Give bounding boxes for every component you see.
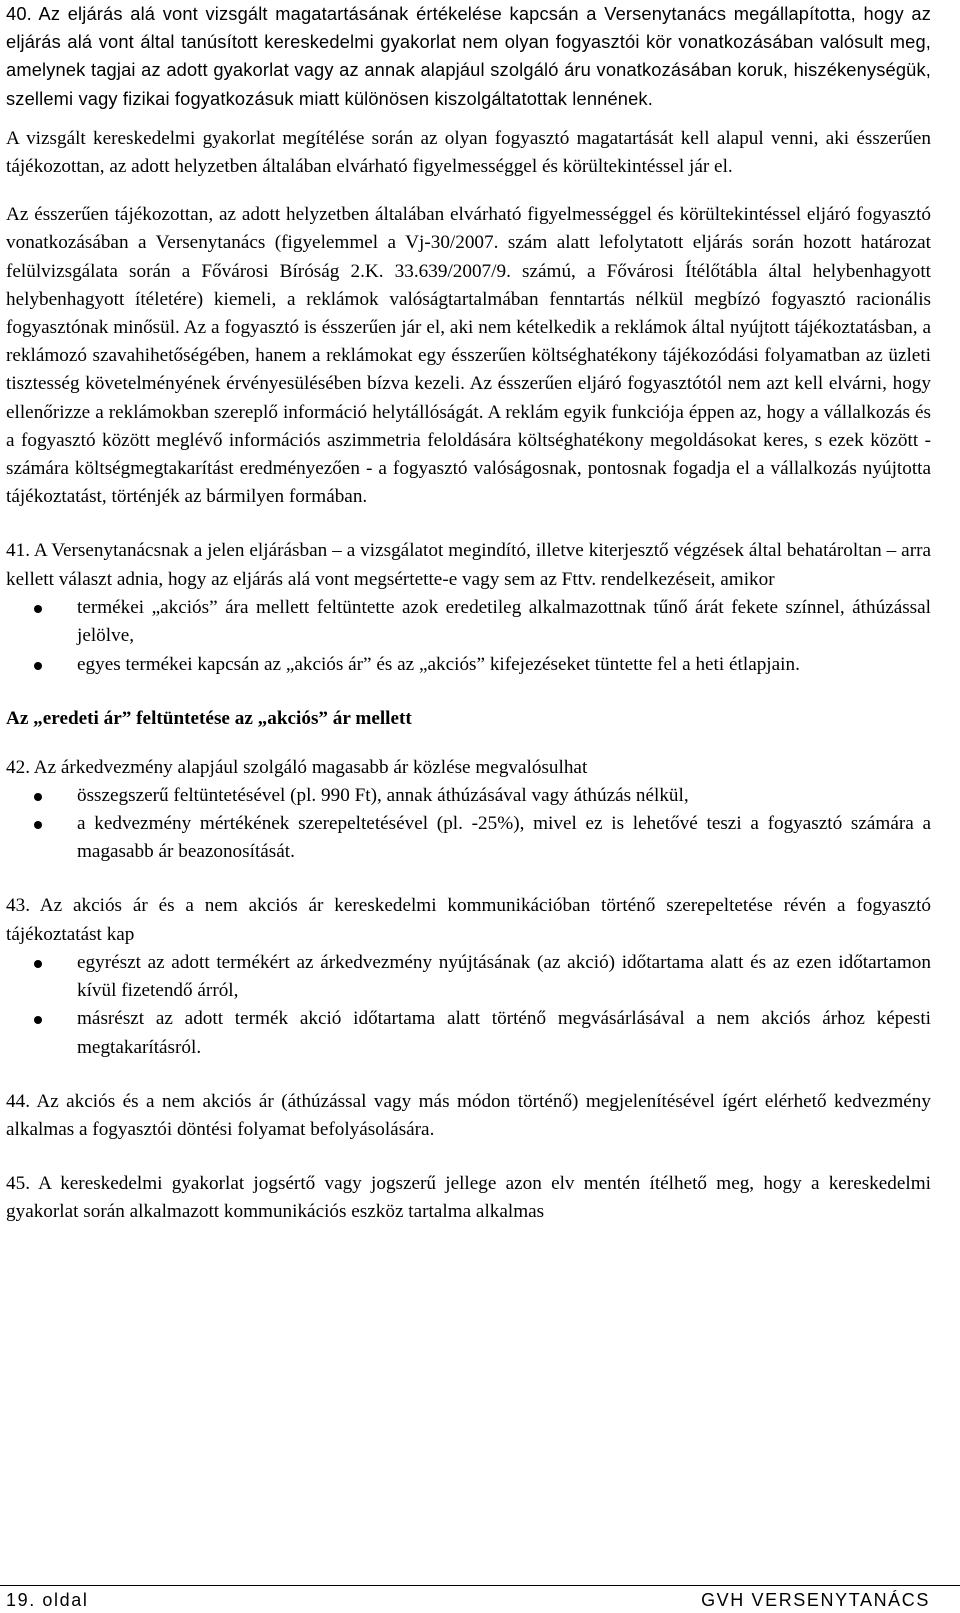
- list-item: [6, 651, 931, 679]
- paragraph-court-reference: [6, 201, 931, 511]
- list-item: [6, 594, 931, 650]
- bullet-icon: [34, 605, 42, 613]
- bullet-list-42: [6, 782, 931, 867]
- bullet-icon: [34, 1016, 42, 1024]
- list-item-text: a kedvezmény mértékének szerepeltetésével (pl. -25%), mivel ez is lehetővé teszi a fogyasztó számára a magasabb ár beazonosítását.: [77, 813, 931, 863]
- list-item-text: összegszerű feltüntetésével (pl. 990 Ft), annak áthúzásával vagy áthúzás nélkül,: [77, 784, 689, 806]
- paragraph-42: 42. Az árkedvezmény alapjául szolgáló magasabb ár közlése megvalósulhat: [6, 756, 588, 778]
- court-reference-part-6: A reklám egyik funkciója éppen az, hogy a vállalkozás és a fogyasztó között meglévő információs aszimmetria feloldására költséghatékony megoldásokat keres, s ezek között - számára költségmegtakarítást eredményezően - a fogyasztó valóságosnak, pontosnak fogadja el a vállalkozás nyújtotta tájékoztatást, történjék az bármilyen formában.: [6, 401, 932, 508]
- footer-organization: GVH VERSENYTANÁCS: [701, 1590, 930, 1610]
- list-item-text: termékei „akciós” ára mellett feltüntette azok eredetileg alkalmazottnak tűnő árát fekete színnel, áthúzással jelölve,: [77, 596, 931, 647]
- list-item: [6, 1005, 931, 1061]
- paragraph-40: 40. Az eljárás alá vont vizsgált magatartásának értékelése kapcsán a Versenytanács megállapította, hogy az eljárás alá vont által tanúsított kereskedelmi gyakorlat nem olyan fogyasztói kör vonatkozásában valósult meg, amelynek tagjai az adott gyakorlat vagy az annak alapjául szolgáló áru vonatkozásában koruk, hiszékenységük, szellemi vagy fizikai fogyatkozásuk miatt különösen kiszolgáltatottak lennének.: [6, 3, 931, 109]
- list-item: [6, 810, 931, 866]
- bullet-icon: [34, 960, 42, 968]
- paragraph-44: 44. Az akciós és a nem akciós ár (áthúzással vagy más módon történő) megjelenítésével ígért elérhető kedvezmény alkalmas a fogyasztói döntési folyamat befolyásolására.: [6, 1090, 931, 1140]
- footer-divider: [0, 1585, 960, 1586]
- page-number: 19. oldal: [6, 1590, 89, 1610]
- paragraph-43: 43. Az akciós ár és a nem akciós ár kereskedelmi kommunikációban történő szerepeltetése révén a fogyasztó tájékoztatást kap: [6, 895, 931, 945]
- court-reference-part-5: Az ésszerűen eljáró fogyasztótól nem azt kell elvárni, hogy ellenőrizze a reklámokban szereplő információ helytállóságát.: [6, 373, 931, 423]
- list-item-text: másrészt az adott termék akció időtartama alatt történő megvásárlásával a nem akciós árhoz képesti megtakarításról.: [77, 1008, 931, 1058]
- court-reference-part-1: Az ésszerűen tájékozottan, az adott helyzetben általában elvárható figyelmességgel és körültekintéssel eljáró fogyasztó vonatkozásában a Versenytanács (figyelemmel a Vj-30/2007.: [6, 204, 931, 254]
- bullet-icon: [34, 662, 42, 670]
- court-reference-part-2: szám alatt lefolytatott eljárás során hozott határozat felülvizsgálata során a Fővárosi Bíróság 2.K. 33.639/2007/9.: [6, 232, 931, 282]
- list-item: [6, 782, 931, 810]
- paragraph-consumer-standard: A vizsgált kereskedelmi gyakorlat megítélése során az olyan fogyasztó magatartását kell alapul venni, aki ésszerűen tájékozottan, az adott helyzetben általában elvárható figyelmességgel és körültekintéssel jár el.: [6, 127, 931, 178]
- document-page: [6, 0, 931, 1227]
- bullet-icon: [34, 821, 42, 829]
- list-item-text: egyrészt az adott termékért az árkedvezmény nyújtásának (az akció) időtartama alatt és az ezen időtartamon kívül fizetendő árról,: [77, 951, 931, 1002]
- list-item: [6, 949, 931, 1005]
- section-heading: Az „eredeti ár” feltüntetése az „akciós” ár mellett: [6, 708, 412, 730]
- list-item-text: egyes termékei kapcsán az „akciós ár” és az „akciós” kifejezéseket tüntette fel a heti étlapjain.: [77, 654, 800, 676]
- bullet-list-41: [6, 594, 931, 680]
- court-reference-part-4: Az a fogyasztó is ésszerűen jár el, aki nem kételkedik a reklámok által nyújtott tájékoztatásban, a reklámozó szavahihetőségében, hanem a reklámokat egy ésszerűen költséghatékony tájékozódási folyamatban az üzleti tisztesség követelményének érvényesülésében bízva kezeli.: [6, 317, 931, 395]
- bullet-list-43: [6, 949, 931, 1062]
- paragraph-45: 45. A kereskedelmi gyakorlat jogsértő vagy jogszerű jellege azon elv mentén ítélhető meg, hogy a kereskedelmi gyakorlat során alkalmazott kommunikációs eszköz tartalma alkalmas: [6, 1173, 931, 1223]
- court-reference-part-3: számú, a Fővárosi Ítélőtábla által helybenhagyott helybenhagyott ítéletére) kiemeli, a reklámok valóságtartalmában fenntartás nélkül megbízó fogyasztó racionális fogyasztónak minősül.: [6, 260, 931, 339]
- paragraph-41: 41. A Versenytanácsnak a jelen eljárásban – a vizsgálatot megindító, illetve kiterjesztő végzések által behatároltan – arra kellett választ adnia, hogy az eljárás alá vont megsértette-e vagy sem az Fttv. rendelkezéseit, amikor: [6, 540, 931, 590]
- bullet-icon: [34, 793, 42, 801]
